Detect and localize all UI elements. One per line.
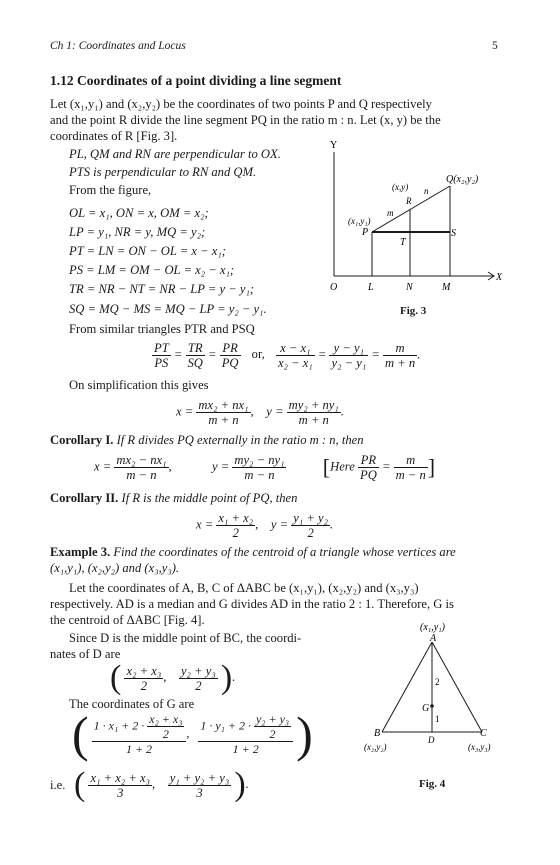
equation-external: x = $\frac{\text{mx₂ − nx₁}}{m - n}$ , y = $\frac{\text{my₂ − ny₁}}{m - n}$ [Here $\frac{PR}{PQ}$ = $\frac{m}{m - n}$ ]	[94, 453, 436, 482]
frac-den: m − n	[126, 468, 157, 482]
example-3-title: Example 3.	[50, 545, 111, 559]
equation-ratio: $\frac{PT}{PS}$ = $\frac{TR}{SQ}$ = $\frac{PR}{PQ}$ or, $\frac{\text{x − x₁}}{\text{x₂ − x₁}}$ = $\frac{\text{y − y₁}}{\text{y₂ − y₁}}$ = $\frac{m}{m + n}$ .	[154, 341, 421, 370]
fig3-label: N	[406, 282, 413, 293]
corollary-1-text: If R divides PQ externally in the ratio m : n, then	[116, 433, 364, 447]
fig4-label: D	[428, 735, 435, 745]
figure-3	[322, 140, 512, 320]
frac-num: x₁ + x₂ + x₃	[90, 770, 150, 785]
frac-num	[92, 712, 187, 742]
fig3-label: m	[387, 208, 394, 218]
frac-den: 2	[195, 678, 202, 693]
step-line: LP = y₁, NR = y, MQ = y₂;	[69, 225, 206, 239]
frac-den: x₂ − x₁	[277, 356, 313, 370]
step-line: PTS is perpendicular to RN and QM.	[69, 165, 257, 179]
frac-num: TR	[186, 341, 205, 356]
frac-num: y₂ + y₃	[180, 663, 216, 678]
ie-label: i.e.	[50, 778, 66, 792]
fig3-label: Q(x₂,y₂)	[446, 174, 479, 185]
frac-den: 1 + 2	[125, 742, 153, 756]
fig4-label: (x₂,y₂)	[364, 742, 387, 752]
corollary-2	[50, 491, 297, 507]
example-3-a3: the centroid of ΔABC [Fig. 4].	[50, 613, 205, 627]
frac-num	[198, 712, 293, 742]
frac-den: 2	[232, 526, 239, 540]
frac-den: 3	[117, 785, 124, 800]
frac-num: my₂ + ny₁	[288, 398, 339, 412]
step-line: PL, QM and RN are perpendicular to OX.	[69, 147, 281, 161]
step-line: From the figure,	[69, 183, 152, 197]
fig3-label: n	[424, 186, 429, 196]
similar-lead: From similar triangles PTR and PSQ	[69, 322, 255, 336]
g-x-pre: 1 · x₁ + 2 ·	[93, 718, 145, 733]
fig3-label: T	[400, 237, 406, 248]
example-3-q2: (x₁,y₁), (x₂,y₂) and (x₃,y₃).	[50, 561, 180, 575]
equation-section-formula: x = $\frac{\text{mx₂ + nx₁}}{m + n}$ , y = $\frac{\text{my₂ + ny₁}}{m + n}$ .	[176, 398, 344, 427]
corollary-2-text: If R is the middle point of PQ, then	[121, 491, 298, 505]
page-number: 5	[492, 40, 498, 52]
frac-num: y − y₁	[329, 341, 368, 356]
frac-num: m	[383, 341, 417, 356]
section-title: 1.12 Coordinates of a point dividing a line segment	[50, 73, 342, 88]
fig3-label: X	[496, 272, 503, 283]
intro-line-1: Let (x₁,y₁) and (x₂,y₂) be the coordinates of two points P and Q respectively	[50, 97, 432, 111]
frac-num: x₂ + x₃	[126, 663, 162, 678]
fig4-label: 1	[435, 714, 440, 724]
corollary-1-title: Corollary I.	[50, 433, 114, 447]
step-line: OL = x₁, ON = x, OM = x₂;	[69, 206, 209, 220]
frac-num: x − x₁	[276, 341, 315, 356]
frac-num: PR	[358, 453, 379, 468]
frac-den: m + n	[385, 356, 416, 370]
g-y-pre: 1 · y₁ + 2 ·	[200, 718, 251, 733]
fig3-label: R	[406, 196, 412, 206]
frac-den: 1 + 2	[232, 742, 259, 756]
frac-den: 2	[269, 727, 276, 741]
frac-num: x₁ + x₂	[218, 511, 254, 525]
intro-line-2: and the point R divide the line segment PQ in the ratio m : n. Let (x, y) be the	[50, 113, 441, 127]
frac-num: y₂ + y₃	[255, 712, 290, 726]
frac-den: PQ	[360, 468, 377, 482]
frac-den: m + n	[298, 413, 329, 427]
fig4-label: G	[422, 703, 430, 714]
fig3-label: P	[362, 227, 369, 238]
frac-num: mx₂ + nx₁	[198, 398, 249, 412]
intro-line-3: coordinates of R [Fig. 3].	[50, 129, 178, 143]
example-3-a2: respectively. AD is a median and G divides AD in the ratio 2 : 1. Therefore, G is	[50, 597, 454, 611]
fig4-label: (x₃,y₃)	[468, 742, 491, 752]
fig3-label: O	[330, 282, 338, 293]
frac-num: m	[394, 453, 428, 468]
example-3-d1: Since D is the middle point of BC, the coordi-	[69, 631, 302, 645]
frac-num: my₂ − ny₁	[234, 453, 285, 467]
here-label: Here	[330, 459, 355, 474]
or-text: or,	[251, 347, 265, 362]
fig4-label: 2	[435, 677, 440, 687]
frac-den: 2	[140, 678, 147, 693]
frac-num: y₁ + y₂	[293, 511, 328, 525]
step-line: SQ = MQ − MS = MQ − LP = y₂ − y₁.	[69, 302, 267, 316]
frac-num: x₂ + x₃	[149, 712, 183, 726]
frac-den: m − n	[244, 468, 275, 482]
frac-den: m + n	[208, 413, 239, 427]
corollary-1	[50, 433, 364, 449]
frac-num: mx₂ − nx₁	[116, 453, 167, 467]
fig3-caption: Fig. 3	[400, 305, 427, 317]
fig3-label: (x₁,y₁)	[348, 216, 371, 226]
frac-num: PT	[154, 341, 169, 355]
step-line: PS = LM = OM − OL = x₂ − x₁;	[69, 263, 235, 277]
g-lead: The coordinates of G are	[69, 697, 195, 711]
equation-d-coords: ( $\frac{\text{x₂ + x₃}}{2}$ , $\frac{\text{y₂ + y₃}}{2}$ ).	[110, 659, 236, 696]
frac-den: PS	[154, 356, 169, 370]
fig3-label: L	[368, 282, 374, 293]
equation-g-coords: ( 1 · x₁ + 2 · $\frac{\text{x₂ + x₃}}{2}$ 1 + 2 , 1 · y₁ + 2 · $\frac{\text{y₂ + y₃}}{2}$ 1 + 2 )	[72, 706, 313, 762]
figure-4	[352, 612, 512, 760]
frac-den: PQ	[221, 356, 239, 370]
fig3-label: M	[442, 282, 451, 293]
example-3-d2: nates of D are	[50, 647, 121, 661]
frac-num: PR	[220, 341, 241, 356]
equation-centroid: ( $\frac{\text{x₁ + x₂ + x₃}}{3}$ , $\frac{\text{y₁ + y₂ + y₃}}{3}$ ).	[74, 766, 249, 803]
corollary-2-title: Corollary II.	[50, 491, 119, 505]
frac-den: y₂ − y₁	[331, 356, 367, 370]
fig4-label: C	[480, 728, 487, 739]
fig4-caption: Fig. 4	[419, 778, 446, 790]
fig3-label: S	[451, 228, 456, 239]
running-header: Ch 1: Coordinates and Locus	[50, 40, 186, 52]
fig3-label: (x,y)	[392, 182, 409, 192]
step-line: PT = LN = ON − OL = x − x₁;	[69, 244, 226, 258]
frac-den: m − n	[395, 468, 426, 482]
equation-midpoint: x = $\frac{\text{x₁ + x₂}}{2}$ , y = $\frac{\text{y₁ + y₂}}{2}$ .	[196, 511, 334, 540]
step-line: TR = NR − NT = NR − LP = y − y₁;	[69, 282, 255, 296]
frac-den: 2	[307, 526, 314, 540]
frac-den: SQ	[187, 356, 203, 370]
fig4-label: (x₁,y₁)	[420, 622, 445, 633]
frac-den: 2	[162, 727, 169, 741]
frac-num: y₁ + y₂ + y₃	[169, 770, 230, 785]
fig4-label: A	[430, 633, 437, 644]
simplify-lead: On simplification this gives	[69, 378, 209, 392]
example-3-a1: Let the coordinates of A, B, C of ΔABC be (x₁,y₁), (x₂,y₂) and (x₃,y₃)	[69, 581, 419, 595]
example-3-question	[50, 545, 456, 561]
fig4-label: B	[374, 728, 381, 739]
example-3-q1: Find the coordinates of the centroid of a triangle whose vertices are	[113, 545, 456, 559]
fig3-label: Y	[330, 140, 338, 151]
frac-den: 3	[196, 785, 203, 800]
